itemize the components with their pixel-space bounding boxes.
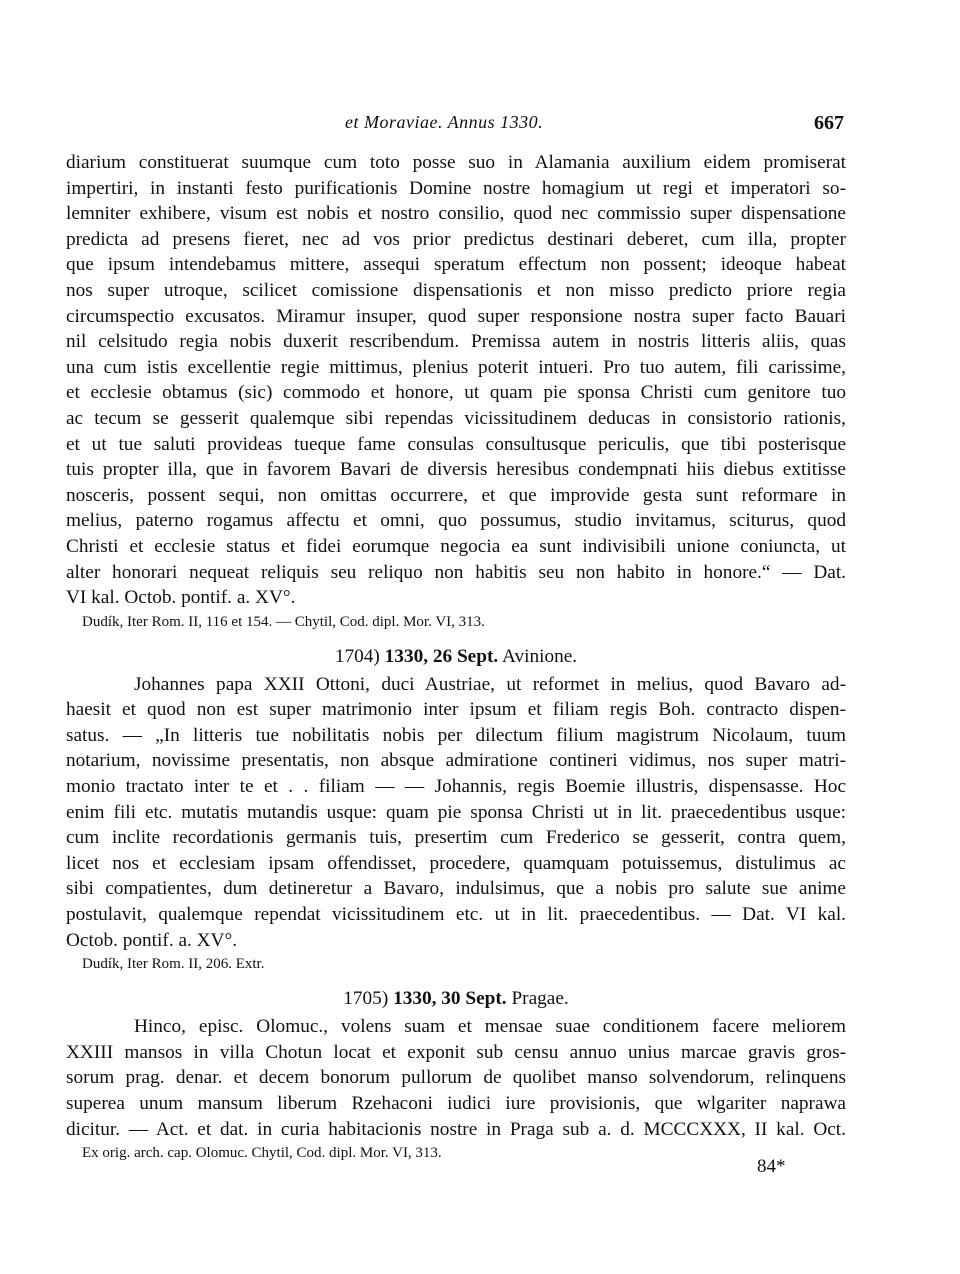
text-line: nos super utroque, scilicet comissione dispensationis et non misso predicto priore regia [66,279,846,301]
text-line: una cum istis excellentie regie mittimus, plenius poterit intueri. Pro tuo autem, fili carissime, [66,356,846,378]
text-line: nosceris, possent sequi, non omittas occurrere, et que improvide gesta sunt reformare in [66,484,846,506]
text-line: Christi et ecclesie status et fidei eorumque negocia ea sunt indivisibili unione coniuncta, ut [66,535,846,557]
text-line: circumspectio excusatos. Miramur insuper, quod super responsione nostra super facto Bauari [66,305,846,327]
text-line: ac tecum se gesserit qualemque sibi rependas vicissitudinem deducas in consistorio rationis, [66,407,846,429]
text-line: nil celsitudo regia nobis duxerit rescribendum. Premissa autem in nostris litteris aliis, quas [66,331,846,353]
text-line: notarium, novissime presentatis, non absque admiratione contineri vidimus, nos super matri- [66,750,846,772]
text-line: superea unum mansum liberum Rzehaconi iudici iure provisionis, que wlgariter naprawa [66,1093,846,1114]
entry-heading [66,634,846,672]
source-citation: Dudík, Iter Rom. II, 116 et 154. — Chytil, Cod. dipl. Mor. VI, 313. [82,613,485,630]
entry-date: 1330, 30 Sept. [393,988,507,1010]
text-line: que ipsum intendebamus mittere, assequi speratum effectum non possent; ideoque habeat [66,254,846,276]
running-title: et Moraviae. Annus 1330. [345,112,544,132]
page-body [66,150,846,1165]
entry-number: 1704) [334,645,380,667]
entry-date: 1330, 26 Sept. [384,645,499,667]
text-line: impertiri, in instanti festo purificationis Domine nostre homagium ut regi et imperatori so- [66,177,846,199]
text-line: diarium constituerat suumque cum toto posse suo in Alamania auxilium eidem promiserat [66,152,846,173]
text-line: et ut tue saluti provideas tueque fame consulas consultusque periculis, que tibi posterisque [66,433,846,455]
entry-1705 [66,976,846,1165]
text-line: sorum prag. denar. et decem bonorum pullorum de quolibet manso solvendorum, relinquens [66,1067,846,1089]
entry-heading [66,976,846,1014]
entry-1703-continuation [66,150,846,634]
source-citation: Dudík, Iter Rom. II, 206. Extr. [82,956,265,973]
text-line: Octob. pontif. a. XV°. [66,929,238,951]
entry-place: Avinione. [501,645,578,667]
text-line: Hinco, episc. Olomuc., volens suam et mensae suae conditionem facere meliorem [134,1016,846,1038]
page-header [0,112,960,142]
text-line: Johannes papa XXII Ottoni, duci Austriae, ut reformet in melius, quod Bavaro ad- [134,673,846,695]
text-line: satus. — „In litteris tue nobilitatis nobis per dilectum filium magistrum Nicolaum, tuum [66,724,846,746]
text-line: sibi compatientes, dum detineretur a Bavaro, indulsimus, que a nobis pro salute sue anime [66,878,846,900]
text-line: XXIII mansos in villa Chotun locat et exponit sub censu annuo unius marcae gravis gros- [66,1041,846,1063]
entry-number: 1705) [343,988,389,1010]
text-line: postulavit, qualemque rependat vicissitudinem etc. ut in lit. praecedentibus. — Dat. VI kal. [66,904,846,926]
text-line: melius, paterno rogamus affectu et omni, quo possumus, studio invitamus, sciturus, quod [66,510,846,532]
text-line: haesit et quod non est super matrimonio inter ipsum et filiam regis Boh. contracto dispen- [66,699,846,721]
signature-mark: 84* [757,1156,786,1177]
entry-1704 [66,634,846,977]
source-citation: Ex orig. arch. cap. Olomuc. Chytil, Cod. dipl. Mor. VI, 313. [82,1145,442,1162]
text-line: VI kal. Octob. pontif. a. XV°. [66,587,296,609]
text-line: monio tractato inter te et . . filiam — — Johannis, regis Boemie illustris, dispensasse. Hoc [66,776,846,798]
text-line: lemniter exhibere, visum est nobis et nostro consilio, quod nec commissio super dispensatione [66,203,846,225]
text-line: cum inclite recordationis germanis tuis, presertim cum Frederico se gesserit, contra quem, [66,827,846,849]
entry-place: Pragae. [511,988,569,1010]
text-line: enim fili etc. mutatis mutandis usque: quam pie sponsa Christi ut in lit. praecedentibus usque: [66,801,846,823]
text-line: et ecclesie obtamus (sic) commodo et honore, ut quam pie sponsa Christi cum genitore tuo [66,382,846,404]
text-line: predicta ad presens fieret, nec ad vos prior predictus destinari deberet, cum illa, propter [66,228,846,250]
text-line: tuis propter illa, que in favorem Bavari de diversis heresibus condempnati hiis diebus extitisse [66,459,846,481]
page-number: 667 [814,112,844,134]
text-line: dicitur. — Act. et dat. in curia habitacionis nostre in Praga sub a. d. MCCCXXX, II kal. Oct. [66,1118,846,1140]
text-line: alter honorari nequeat reliquis seu reliquo non habitis seu non habito in honore.“ — Dat. [66,561,846,583]
text-line: licet nos et ecclesiam ipsam offendisset, procedere, quamquam potuissemus, distulimus ac [66,852,846,874]
